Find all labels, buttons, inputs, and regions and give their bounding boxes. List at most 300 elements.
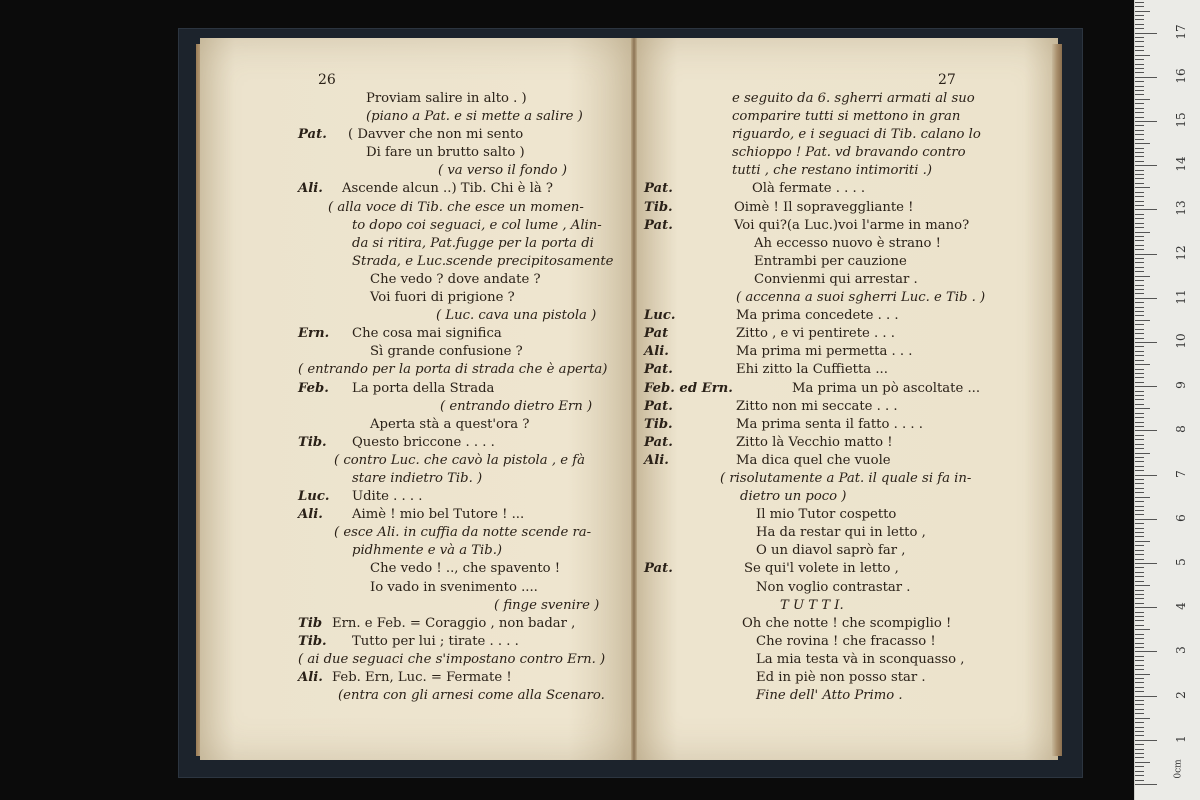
stage-direction: ( alla voce di Tib. che esce un momen- — [328, 199, 584, 215]
ruler-number: 10 — [1174, 333, 1188, 349]
ruler-number: 9 — [1174, 381, 1188, 390]
ruler-tick — [1135, 430, 1157, 431]
ruler-number: 5 — [1174, 558, 1188, 566]
ruler-tick — [1135, 506, 1144, 507]
right-text-line — [644, 560, 1044, 578]
right-text-line — [644, 144, 1044, 162]
ruler-tick — [1135, 338, 1144, 339]
ruler-tick — [1135, 170, 1144, 171]
ruler-tick — [1135, 682, 1144, 683]
speaker-label: Tib. — [298, 434, 327, 450]
ruler-tick — [1135, 554, 1144, 555]
verse-text: Che rovina ! che fracasso ! — [756, 633, 936, 649]
left-text-line — [298, 633, 618, 651]
ruler-number: 12 — [1174, 244, 1188, 261]
measurement-ruler — [1134, 0, 1200, 800]
stage-direction: comparire tutti si mettono in gran — [732, 109, 961, 125]
ruler-number: 15 — [1174, 112, 1188, 128]
right-text-line — [644, 271, 1044, 289]
right-text-line — [644, 289, 1044, 307]
ruler-tick — [1135, 240, 1144, 241]
ruler-tick — [1135, 121, 1157, 122]
verse-text: Se qui'l volete in letto , — [744, 561, 899, 577]
right-text-line — [644, 253, 1044, 271]
ruler-tick — [1135, 483, 1144, 484]
ruler-tick — [1135, 634, 1144, 635]
ruler-tick — [1135, 576, 1144, 577]
ruler-tick — [1135, 178, 1144, 179]
ruler-tick — [1135, 444, 1144, 445]
ruler-tick — [1135, 41, 1144, 42]
stage-direction: pidhmente e và a Tib.) — [352, 543, 503, 559]
verse-text: Tutto per lui ; tirate . . . . — [352, 633, 519, 649]
ruler-tick — [1135, 638, 1144, 639]
left-text-line — [298, 343, 618, 361]
left-text-line — [298, 452, 618, 470]
ruler-tick — [1135, 466, 1144, 467]
speaker-label: Pat. — [644, 362, 673, 378]
stage-direction: ( esce Ali. in cuffia da notte scende ra- — [334, 525, 592, 541]
ruler-tick — [1135, 103, 1144, 104]
ruler-tick — [1135, 625, 1144, 626]
stage-direction: ( ai due seguaci che s'impostano contro Ern. ) — [298, 651, 606, 667]
speaker-label: Pat. — [644, 398, 673, 414]
verse-text: Feb. Ern, Luc. = Fermate ! — [332, 670, 512, 685]
ruler-tick — [1135, 629, 1150, 630]
ruler-tick — [1135, 731, 1144, 732]
ruler-tick — [1135, 302, 1144, 303]
ruler-tick — [1135, 762, 1150, 763]
ruler-tick — [1135, 342, 1157, 343]
ruler-tick — [1135, 108, 1144, 109]
ruler-number: 8 — [1174, 425, 1188, 434]
verse-text: Oimè ! Il sopraveggliante ! — [734, 199, 914, 215]
verse-text: Zitto là Vecchio matto ! — [736, 434, 893, 450]
speaker-label: Luc. — [298, 489, 330, 505]
ruler-tick — [1135, 727, 1144, 728]
ruler-tick — [1135, 541, 1150, 542]
left-text-line — [298, 253, 618, 271]
ruler-tick — [1135, 780, 1144, 781]
ruler-tick — [1135, 192, 1144, 193]
ruler-tick — [1135, 691, 1144, 692]
ruler-tick — [1135, 417, 1144, 418]
speaker-label: Tib. — [298, 633, 327, 649]
ruler-tick — [1135, 735, 1144, 736]
ruler-tick — [1135, 161, 1144, 162]
stage-direction: ( accenna a suoi sgherri Luc. e Tib . ) — [736, 290, 986, 306]
ruler-tick — [1135, 704, 1144, 705]
ruler-tick — [1135, 757, 1144, 758]
ruler-tick — [1135, 656, 1144, 657]
ruler-tick — [1135, 479, 1144, 480]
speaker-label: Tib. — [644, 199, 673, 215]
right-text-line — [644, 108, 1044, 126]
ruler-tick — [1135, 346, 1144, 347]
stage-direction: e seguito da 6. sgherri armati al suo — [732, 91, 975, 106]
verse-text: Ha da restar qui in letto , — [756, 525, 926, 541]
right-page-edges — [1052, 44, 1062, 756]
ruler-tick — [1135, 139, 1144, 140]
verse-text: Voi qui?(a Luc.)voi l'arme in mano? — [734, 217, 970, 233]
speaker-label: Luc. — [644, 308, 676, 324]
verse-text: Ma dica quel che vuole — [736, 452, 891, 468]
ruler-tick — [1135, 324, 1144, 325]
speaker-label: Pat. — [644, 181, 673, 197]
ruler-tick — [1135, 112, 1144, 113]
ruler-tick — [1135, 90, 1144, 91]
ruler-tick — [1135, 784, 1157, 785]
stage-direction: (piano a Pat. e si mette a salire ) — [366, 109, 583, 125]
ruler-tick — [1135, 722, 1144, 723]
right-text-line — [644, 90, 1044, 108]
stage-direction: (entra con gli arnesi come alla Scenaro. — [338, 688, 605, 704]
left-text-line — [298, 235, 618, 253]
verse-text: Di fare un brutto salto ) — [366, 145, 525, 161]
verse-text: Io vado in svenimento .... — [370, 579, 538, 595]
left-text-line — [298, 144, 618, 162]
right-text-line — [644, 524, 1044, 542]
ruler-tick — [1135, 501, 1144, 502]
left-text-line — [298, 361, 618, 379]
ruler-tick — [1135, 771, 1144, 772]
stage-direction: ( entrando per la porta di strada che è aperta) — [298, 362, 608, 378]
ruler-tick — [1135, 709, 1144, 710]
stage-direction: tutti , che restano intimoriti .) — [732, 163, 932, 179]
ruler-tick — [1135, 262, 1144, 263]
ruler-tick — [1135, 536, 1144, 537]
right-text-line — [644, 361, 1044, 379]
right-text-line — [644, 597, 1044, 615]
left-text-line — [298, 108, 618, 126]
ruler-tick — [1135, 143, 1150, 144]
ruler-number: 11 — [1174, 289, 1188, 305]
ruler-tick — [1135, 603, 1144, 604]
right-text-line — [644, 199, 1044, 217]
speaker-label: Pat. — [644, 434, 673, 450]
ruler-tick — [1135, 333, 1144, 334]
ruler-tick — [1135, 68, 1144, 69]
left-text-line — [298, 217, 618, 235]
ruler-tick — [1135, 665, 1144, 666]
left-text-line — [298, 579, 618, 597]
left-text-line — [298, 289, 618, 307]
right-text-line — [644, 380, 1044, 398]
verse-text: Ah eccesso nuovo è strano ! — [754, 235, 941, 251]
right-text-line — [644, 217, 1044, 235]
stage-direction: ( Luc. cava una pistola ) — [436, 308, 597, 324]
left-text-line — [298, 470, 618, 488]
ruler-number: 3 — [1174, 646, 1188, 655]
ruler-tick — [1135, 125, 1144, 126]
ruler-tick — [1135, 674, 1150, 675]
ruler-tick — [1135, 329, 1144, 330]
right-text-line — [644, 687, 1044, 705]
right-text-line — [644, 452, 1044, 470]
speaker-label: Pat. — [298, 127, 327, 143]
verse-text: Non voglio contrastar . — [756, 579, 911, 595]
ruler-tick — [1135, 223, 1144, 224]
book-gutter — [631, 38, 637, 760]
right-text-line — [644, 307, 1044, 325]
verse-text: La mia testa và in sconquasso , — [756, 651, 965, 667]
left-page-text — [298, 90, 618, 705]
ruler-tick — [1135, 285, 1144, 286]
verse-text: Convienmi qui arrestar . — [754, 271, 918, 287]
right-text-line — [644, 180, 1044, 198]
ruler-tick — [1135, 64, 1144, 65]
speaker-label: Feb. ed Ern. — [644, 380, 733, 396]
verse-text: Aperta stà a quest'ora ? — [370, 416, 530, 432]
stage-direction: ( contro Luc. che cavò la pistola , e fà — [334, 452, 585, 468]
ruler-tick — [1135, 399, 1144, 400]
ruler-tick — [1135, 448, 1144, 449]
left-text-line — [298, 506, 618, 524]
ruler-tick — [1135, 218, 1144, 219]
speaker-label: Feb. — [298, 380, 329, 396]
ruler-tick — [1135, 598, 1144, 599]
verse-text: O un diavol saprò far , — [756, 543, 906, 559]
ruler-tick — [1135, 369, 1144, 370]
ruler-tick — [1135, 514, 1144, 515]
verse-text: Che cosa mai significa — [352, 326, 502, 342]
ruler-tick — [1135, 271, 1144, 272]
ruler-tick — [1135, 404, 1144, 405]
ruler-tick — [1135, 364, 1150, 365]
speaker-label: Pat. — [644, 561, 673, 577]
ruler-tick — [1135, 620, 1144, 621]
verse-text: Ascende alcun ..) Tib. Chi è là ? — [342, 181, 553, 197]
right-text-line — [644, 126, 1044, 144]
ruler-tick — [1135, 453, 1150, 454]
ruler-tick — [1135, 523, 1144, 524]
ruler-tick — [1135, 382, 1144, 383]
right-text-line — [644, 470, 1044, 488]
ruler-tick — [1135, 510, 1144, 511]
ruler-tick — [1135, 651, 1157, 652]
verse-text: Ern. e Feb. = Coraggio , non badar , — [332, 615, 576, 631]
left-text-line — [298, 416, 618, 434]
ruler-tick — [1135, 585, 1150, 586]
left-text-line — [298, 180, 618, 198]
ruler-tick — [1135, 488, 1144, 489]
ruler-tick — [1135, 276, 1150, 277]
ruler-tick — [1135, 744, 1144, 745]
verse-text: Ed in piè non posso star . — [756, 670, 926, 685]
ruler-tick — [1135, 581, 1144, 582]
right-text-line — [644, 651, 1044, 669]
ruler-tick — [1135, 461, 1144, 462]
speaker-label: Ali. — [644, 344, 669, 360]
ruler-tick — [1135, 183, 1144, 184]
left-text-line — [298, 90, 618, 108]
ruler-tick — [1135, 360, 1144, 361]
ruler-tick — [1135, 245, 1144, 246]
left-text-line — [298, 398, 618, 416]
stage-direction: ( finge svenire ) — [494, 597, 600, 613]
stage-direction: schioppo ! Pat. vd bravando contro — [732, 145, 966, 161]
verse-text: Entrambi per cauzione — [754, 253, 907, 269]
ruler-tick — [1135, 567, 1144, 568]
stage-direction: ( entrando dietro Ern ) — [440, 398, 593, 414]
speaker-label: Ali. — [298, 670, 323, 685]
right-text-line — [644, 669, 1044, 687]
ruler-tick — [1135, 373, 1144, 374]
stage-direction: da si ritira, Pat.fugge per la porta di — [352, 235, 594, 251]
right-page-number: 27 — [938, 72, 956, 88]
right-text-line — [644, 162, 1044, 180]
ruler-tick — [1135, 19, 1144, 20]
ruler-tick — [1135, 258, 1144, 259]
ruler-tick — [1135, 6, 1144, 7]
ruler-tick — [1135, 439, 1144, 440]
ruler-tick — [1135, 519, 1157, 520]
ruler-tick — [1135, 563, 1157, 564]
left-text-line — [298, 651, 618, 669]
right-text-line — [644, 579, 1044, 597]
ruler-tick — [1135, 457, 1144, 458]
ruler-tick — [1135, 236, 1144, 237]
ruler-tick — [1135, 590, 1144, 591]
ruler-tick — [1135, 2, 1144, 3]
speaker-label: Pat. — [644, 217, 673, 233]
ruler-tick — [1135, 293, 1144, 294]
ruler-tick — [1135, 700, 1144, 701]
ruler-tick — [1135, 740, 1157, 741]
left-text-line — [298, 669, 618, 687]
ruler-tick — [1135, 37, 1144, 38]
verse-text: Ma prima senta il fatto . . . . — [736, 416, 923, 432]
left-text-line — [298, 199, 618, 217]
ruler-tick — [1135, 395, 1144, 396]
left-text-line — [298, 615, 618, 633]
ruler-tick — [1135, 77, 1157, 78]
stage-direction: ( va verso il fondo ) — [438, 163, 567, 179]
right-text-line — [644, 615, 1044, 633]
left-text-line — [298, 488, 618, 506]
ruler-tick — [1135, 594, 1144, 595]
left-text-line — [298, 687, 618, 705]
ruler-tick — [1135, 50, 1144, 51]
stage-direction: T U T T I. — [780, 597, 844, 613]
ruler-tick — [1135, 470, 1144, 471]
verse-text: Olà fermate . . . . — [752, 181, 866, 197]
ruler-number: 7 — [1174, 469, 1188, 478]
verse-text: Ma prima mi permetta . . . — [736, 344, 913, 360]
ruler-tick — [1135, 232, 1150, 233]
ruler-tick — [1135, 249, 1144, 250]
verse-text: ( Davver che non mi sento — [348, 127, 524, 143]
ruler-tick — [1135, 315, 1144, 316]
stage-direction: Fine dell' Atto Primo . — [756, 688, 903, 704]
ruler-tick — [1135, 616, 1144, 617]
ruler-tick — [1135, 201, 1144, 202]
ruler-tick — [1135, 607, 1157, 608]
verse-text: Ma prima un pò ascoltate ... — [792, 380, 981, 396]
ruler-tick — [1135, 130, 1144, 131]
ruler-tick — [1135, 227, 1144, 228]
stage-direction: to dopo coi seguaci, e col lume , Alin- — [352, 217, 602, 233]
verse-text: Udite . . . . — [352, 489, 423, 505]
ruler-tick — [1135, 775, 1144, 776]
ruler-tick — [1135, 156, 1144, 157]
stage-direction: stare indietro Tib. ) — [352, 470, 483, 486]
ruler-tick — [1135, 72, 1144, 73]
ruler-tick — [1135, 205, 1144, 206]
ruler-tick — [1135, 435, 1144, 436]
verse-text: Zitto non mi seccate . . . — [736, 398, 898, 414]
ruler-tick — [1135, 413, 1144, 414]
ruler-tick — [1135, 550, 1144, 551]
verse-text: Proviam salire in alto . ) — [366, 91, 527, 106]
left-page-number: 26 — [318, 72, 336, 88]
speaker-label: Ern. — [298, 326, 330, 342]
verse-text: Che vedo ? dove andate ? — [370, 271, 541, 287]
ruler-tick — [1135, 33, 1157, 34]
ruler-tick — [1135, 528, 1144, 529]
right-text-line — [644, 343, 1044, 361]
ruler-tick — [1135, 422, 1144, 423]
ruler-number: 4 — [1174, 602, 1188, 611]
ruler-tick — [1135, 24, 1144, 25]
verse-text: Voi fuori di prigione ? — [370, 290, 515, 306]
ruler-tick — [1135, 426, 1144, 427]
left-text-line — [298, 162, 618, 180]
stage-direction: riguardo, e i seguaci di Tib. calano lo — [732, 127, 981, 143]
right-text-line — [644, 325, 1044, 343]
ruler-tick — [1135, 298, 1157, 299]
ruler-tick — [1135, 386, 1157, 387]
ruler-tick — [1135, 15, 1144, 16]
ruler-tick — [1135, 117, 1144, 118]
right-text-line — [644, 235, 1044, 253]
ruler-number: 17 — [1174, 23, 1188, 40]
speaker-label: Tib. — [644, 416, 673, 432]
ruler-tick — [1135, 408, 1150, 409]
speaker-label: Ali. — [644, 452, 669, 468]
ruler-tick — [1135, 55, 1150, 56]
stage-direction: dietro un poco ) — [740, 489, 847, 505]
left-text-line — [298, 380, 618, 398]
verse-text: Aimè ! mio bel Tutore ! ... — [352, 507, 525, 523]
left-text-line — [298, 434, 618, 452]
ruler-tick — [1135, 643, 1144, 644]
ruler-tick — [1135, 28, 1144, 29]
ruler-tick — [1135, 678, 1144, 679]
ruler-tick — [1135, 148, 1144, 149]
ruler-tick — [1135, 391, 1144, 392]
ruler-tick — [1135, 214, 1144, 215]
ruler-tick — [1135, 696, 1157, 697]
left-text-line — [298, 597, 618, 615]
stage-direction: Strada, e Luc.scende precipitosamente — [352, 253, 614, 269]
ruler-tick — [1135, 307, 1144, 308]
verse-text: Sì grande confusione ? — [370, 344, 523, 360]
left-text-line — [298, 325, 618, 343]
verse-text: La porta della Strada — [352, 380, 495, 396]
ruler-tick — [1135, 280, 1144, 281]
ruler-number: 2 — [1174, 690, 1188, 699]
speaker-label: Tib — [298, 615, 323, 631]
ruler-tick — [1135, 187, 1150, 188]
ruler-tick — [1135, 81, 1144, 82]
ruler-tick — [1135, 559, 1144, 560]
ruler-tick — [1135, 572, 1144, 573]
ruler-tick — [1135, 753, 1144, 754]
ruler-tick — [1135, 165, 1157, 166]
ruler-number: 1 — [1174, 734, 1188, 743]
ruler-tick — [1135, 99, 1150, 100]
